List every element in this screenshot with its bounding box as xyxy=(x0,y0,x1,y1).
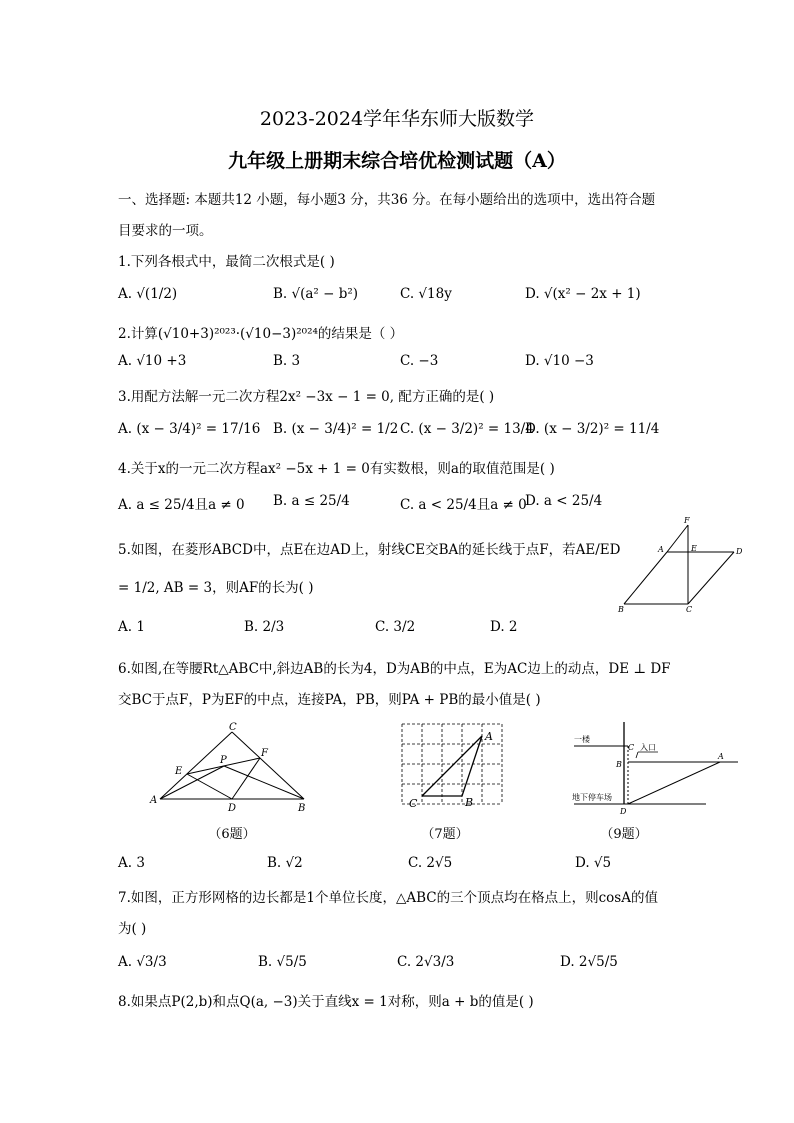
question-7-option-b: B. √5/5 xyxy=(258,954,307,970)
segment-pa xyxy=(160,766,224,799)
question-4-option-a: A. a ≤ 25/4且a ≠ 0 xyxy=(118,497,245,513)
label-d: D xyxy=(228,803,237,814)
ramp-da xyxy=(628,762,720,804)
question-1-stem: 1.下列各根式中，最简二次根式是( ) xyxy=(118,254,335,270)
question-1-option-a: A. √(1/2) xyxy=(118,286,178,302)
rhombus-side-cd xyxy=(688,552,734,604)
label-p: P xyxy=(220,755,227,766)
label-a: A xyxy=(485,730,493,743)
rhombus-side-ba xyxy=(624,552,667,604)
question-5-figure xyxy=(612,512,752,617)
segment-de xyxy=(187,774,232,799)
question-6-option-d: D. √5 xyxy=(575,855,612,871)
label-e: E xyxy=(691,544,697,553)
question-4-option-b: B. a ≤ 25/4 xyxy=(273,493,350,509)
question-7-option-d: D. 2√5/5 xyxy=(560,954,618,970)
label-entrance: 入口 xyxy=(640,743,656,752)
question-7-stem-cont: 为( ) xyxy=(118,921,147,937)
question-2-option-c: C. −3 xyxy=(400,353,439,369)
question-3-option-a: A. (x − 3/4)² = 17/16 xyxy=(118,421,261,437)
label-c: C xyxy=(229,722,237,733)
label-f: F xyxy=(684,516,690,525)
question-2-option-a: A. √10 +3 xyxy=(118,353,187,369)
question-5-option-b: B. 2/3 xyxy=(244,619,285,635)
page-title: 2023-2024学年华东师大版数学 xyxy=(259,108,535,130)
label-d: D xyxy=(736,547,743,556)
question-8-stem: 8.如果点P(2,b)和点Q(a, −3)关于直线x = 1对称，则a + b的值是( ) xyxy=(118,994,534,1010)
question-3-option-c: C. (x − 3/2)² = 13/4 xyxy=(400,421,534,437)
question-4-option-c: C. a < 25/4且a ≠ 0 xyxy=(400,497,527,513)
question-6-option-c: C. 2√5 xyxy=(408,855,453,871)
label-a: A xyxy=(150,795,158,806)
question-3-stem: 3.用配方法解一元二次方程2x² −3x − 1 = 0, 配方正确的是( ) xyxy=(118,389,495,405)
question-6-option-b: B. √2 xyxy=(267,855,303,871)
question-1-option-d: D. √(x² − 2x + 1) xyxy=(525,286,641,302)
question-6-option-a: A. 3 xyxy=(118,855,145,871)
question-3-option-b: B. (x − 3/4)² = 1/2 xyxy=(273,421,399,437)
question-2-option-d: D. √10 −3 xyxy=(525,353,594,369)
label-f: F xyxy=(261,748,268,759)
page-subtitle: 九年级上册期末综合培优检测试题（A） xyxy=(228,150,566,172)
figure-9-caption: （9题） xyxy=(600,827,648,842)
segment-af xyxy=(667,525,688,552)
question-1-option-c: C. √18y xyxy=(400,286,452,302)
question-5-stem: 5.如图，在菱形ABCD中，点E在边AD上，射线CE交BA的延长线于点F，若AE/ED xyxy=(118,542,621,558)
question-4-stem: 4.关于x的一元二次方程ax² −5x + 1 = 0有实数根，则a的取值范围是( ) xyxy=(118,461,555,477)
label-b: B xyxy=(298,803,306,814)
question-5-stem-cont: = 1/2, AB = 3，则AF的长为( ) xyxy=(118,580,314,596)
segment-df xyxy=(232,758,260,799)
figure-7-caption: （7题） xyxy=(421,827,469,842)
label-b: B xyxy=(618,605,624,614)
label-c: C xyxy=(409,797,418,810)
question-5-option-c: C. 3/2 xyxy=(375,619,416,635)
label-a: A xyxy=(658,545,664,554)
question-1-option-b: B. √(a² − b²) xyxy=(273,286,359,302)
question-6-stem-cont: 交BC于点F，P为EF的中点，连接PA，PB，则PA + PB的最小值是( ) xyxy=(118,692,541,708)
side-cb xyxy=(232,732,304,799)
question-2-stem: 2.计算(√10+3)²⁰²³·(√10−3)²⁰²⁴的结果是（ ） xyxy=(118,326,404,342)
figure-7 xyxy=(396,718,506,818)
question-3-option-d: D. (x − 3/2)² = 11/4 xyxy=(525,421,660,437)
label-d: D xyxy=(620,807,627,816)
question-5-option-d: D. 2 xyxy=(490,619,518,635)
question-2-option-b: B. 3 xyxy=(273,353,301,369)
question-7-stem: 7.如图，正方形网格的边长都是1个单位长度，△ABC的三个顶点均在格点上，则cosA的值 xyxy=(118,890,658,906)
segment-pb xyxy=(224,766,304,799)
question-7-option-a: A. √3/3 xyxy=(118,954,167,970)
label-c: C xyxy=(628,743,635,752)
label-a: A xyxy=(718,752,724,761)
question-7-option-c: C. 2√3/3 xyxy=(397,954,455,970)
segment-ba xyxy=(462,736,482,796)
question-4-option-d: D. a < 25/4 xyxy=(525,493,603,509)
question-6-stem: 6.如图,在等腰Rt△ABC中,斜边AB的长为4，D为AB的中点，E为AC边上的动点，DE ⊥ DF xyxy=(118,661,671,677)
label-parking: 地下停车场 xyxy=(572,793,612,802)
figure-9 xyxy=(566,718,744,818)
section-instructions-line2: 目要求的一项。 xyxy=(118,223,213,239)
segment-ca xyxy=(422,736,482,796)
label-floor1: 一楼 xyxy=(574,735,590,744)
figure-6-caption: （6题） xyxy=(208,827,256,842)
label-b: B xyxy=(465,796,474,809)
label-b: B xyxy=(616,760,622,769)
figure-6 xyxy=(144,718,324,818)
label-c: C xyxy=(686,605,693,614)
label-e: E xyxy=(175,766,183,777)
section-instructions-line1: 一、选择题: 本题共12 小题，每小题3 分，共36 分。在每小题给出的选项中，选出符合题 xyxy=(118,192,656,208)
question-5-option-a: A. 1 xyxy=(118,619,145,635)
